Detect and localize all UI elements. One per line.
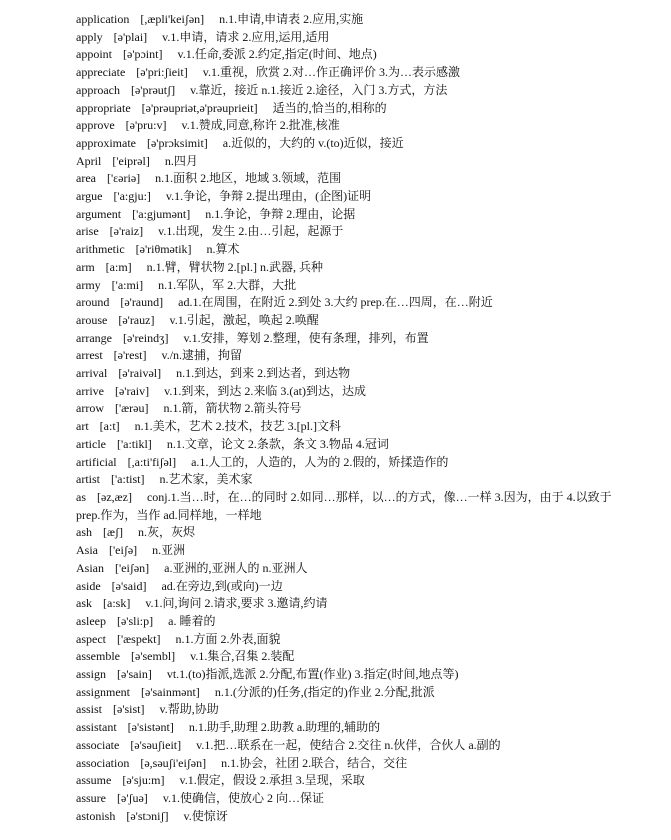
entry-phonetic: ['εəriə] <box>106 171 141 186</box>
entry-word: assume <box>76 773 112 788</box>
entry-definition: v./n.逮捕，拘留 <box>161 348 243 363</box>
entry-definition: v.1.到来，到达 2.来临 3.(at)到达，达成 <box>164 383 366 398</box>
vocab-entry <box>76 277 636 295</box>
entry-definition: a.近似的，大约的 v.(to)近似，接近 <box>222 135 404 150</box>
vocab-entry <box>76 100 636 118</box>
vocab-entry <box>76 46 636 64</box>
entry-phonetic: [ə'raiz] <box>109 224 144 239</box>
vocab-entry <box>76 648 636 666</box>
entry-definition: n.1.争论，争辩 2.理由，论据 <box>205 206 356 221</box>
entry-phonetic: [ə,səuʃi'eiʃən] <box>140 755 207 770</box>
entry-definition: n.1.美术，艺术 2.技术，技艺 3.[pl.]文科 <box>134 419 341 434</box>
vocab-entry <box>76 737 636 755</box>
entry-phonetic: [əz,æz] <box>97 489 132 504</box>
entry-word: arrest <box>76 348 103 363</box>
entry-phonetic: [ə'rauz] <box>118 312 155 327</box>
entry-word: astonish <box>76 808 116 823</box>
entry-definition: n.1.文章，论文 2.条款，条文 3.物品 4.冠词 <box>166 436 389 451</box>
entry-definition: v.1.使确信，使放心 2 向…保证 <box>162 790 325 805</box>
entry-definition: n.1.军队，军 2.大群，大批 <box>158 277 297 292</box>
entry-word: assignment <box>76 684 130 699</box>
vocab-entry <box>76 223 636 241</box>
entry-phonetic: [ə'sli:p] <box>116 613 154 628</box>
vocab-entry <box>76 294 636 312</box>
vocab-entry <box>76 436 636 454</box>
vocab-entry <box>76 755 636 773</box>
entry-phonetic: [ə'pri:ʃieit] <box>136 65 188 80</box>
entry-word: arrive <box>76 383 104 398</box>
entry-phonetic: [ə'stɔniʃ] <box>126 808 169 823</box>
entry-word: appoint <box>76 47 112 62</box>
vocab-entry <box>76 808 636 826</box>
entry-phonetic: [ə'sainmənt] <box>141 684 200 699</box>
entry-definition: v.1.重视，欣赏 2.对…作正确评价 3.为…表示感激 <box>202 65 460 80</box>
entry-word: area <box>76 171 96 186</box>
entry-word: April <box>76 153 102 168</box>
entry-word: as <box>76 489 86 504</box>
vocab-entry <box>76 82 636 100</box>
entry-phonetic: ['eiprəl] <box>112 153 150 168</box>
entry-word: associate <box>76 737 120 752</box>
vocab-entry <box>76 153 636 171</box>
entry-definition: v.使惊讶 <box>183 808 228 823</box>
entry-phonetic: [ə'sju:m] <box>122 773 165 788</box>
entry-phonetic: [ə'sembl] <box>131 649 176 664</box>
vocab-entry <box>76 117 636 135</box>
entry-definition: conj.1.当…时，在…的同时 2.如同…那样，以…的方式，像…一样 3.因为，由于 4.以致于 prep.作为，当作 ad.同样地，一样地 <box>76 489 612 522</box>
vocab-entry <box>76 11 636 29</box>
entry-definition: v.1.任命,委派 2.约定,指定(时间、地点) <box>177 47 377 62</box>
entry-phonetic: ['æspekt] <box>116 631 161 646</box>
entry-phonetic: [ə'said] <box>111 578 147 593</box>
entry-phonetic: [ə'ʃuə] <box>117 790 148 805</box>
vocabulary-list <box>76 11 636 825</box>
vocab-entry <box>76 400 636 418</box>
entry-phonetic: ['a:gju:] <box>113 189 151 204</box>
entry-phonetic: [ə'sain] <box>117 667 152 682</box>
entry-word: application <box>76 12 130 26</box>
entry-phonetic: [,a:ti'fiʃəl] <box>127 454 177 469</box>
entry-phonetic: [,æpli'keiʃən] <box>140 12 205 26</box>
entry-word: apply <box>76 29 103 44</box>
vocab-entry <box>76 613 636 631</box>
entry-word: ask <box>76 596 92 611</box>
entry-word: art <box>76 419 89 434</box>
entry-word: Asia <box>76 543 98 558</box>
vocab-entry <box>76 701 636 719</box>
entry-definition: n.艺术家，美术家 <box>159 472 253 487</box>
vocab-entry <box>76 684 636 702</box>
entry-phonetic: [a:sk] <box>103 596 131 611</box>
entry-definition: n.1.面积 2.地区，地域 3.领域，范围 <box>155 171 342 186</box>
vocab-entry <box>76 312 636 330</box>
entry-word: arithmetic <box>76 242 125 257</box>
vocab-entry <box>76 206 636 224</box>
entry-word: appropriate <box>76 100 131 115</box>
entry-word: arm <box>76 259 95 274</box>
entry-definition: vt.1.(to)指派,选派 2.分配,布置(作业) 3.指定(时间,地点等) <box>166 667 459 682</box>
vocab-entry <box>76 790 636 808</box>
entry-definition: v.1.假定，假设 2.承担 3.呈现，采取 <box>179 773 365 788</box>
vocab-entry <box>76 241 636 259</box>
entry-word: argue <box>76 189 103 204</box>
entry-phonetic: ['a:mi] <box>111 277 144 292</box>
entry-definition: v.1.安排，筹划 2.整理，使有条理，排列，布置 <box>183 330 429 345</box>
entry-word: arrival <box>76 366 108 381</box>
entry-definition: a.亚洲的,亚洲人的 n.亚洲人 <box>164 560 308 575</box>
entry-word: association <box>76 755 130 770</box>
entry-word: assist <box>76 702 103 717</box>
entry-word: assure <box>76 790 106 805</box>
entry-word: approximate <box>76 135 136 150</box>
entry-definition: v.靠近，接近 n.1.接近 2.途径，入门 3.方式，方法 <box>190 82 448 97</box>
vocab-entry <box>76 471 636 489</box>
entry-definition: ad.在旁边,到(或向)一边 <box>161 578 283 593</box>
vocab-entry <box>76 524 636 542</box>
entry-word: arise <box>76 224 99 239</box>
entry-definition: v.1.引起，激起，唤起 2.唤醒 <box>169 312 319 327</box>
entry-phonetic: [ə'raiv] <box>114 383 150 398</box>
entry-word: Asian <box>76 560 104 575</box>
entry-definition: n.四月 <box>164 153 198 168</box>
vocab-entry <box>76 489 636 524</box>
entry-definition: v.1.出现，发生 2.由…引起，起源于 <box>158 224 344 239</box>
entry-phonetic: ['a:tikl] <box>116 436 152 451</box>
entry-phonetic: ['eiʃən] <box>115 560 150 575</box>
entry-word: assign <box>76 667 106 682</box>
entry-definition: n.算术 <box>206 242 240 257</box>
vocab-entry <box>76 347 636 365</box>
entry-definition: v.帮助,协助 <box>159 702 219 717</box>
entry-word: appreciate <box>76 65 126 80</box>
entry-word: assistant <box>76 720 117 735</box>
entry-word: asleep <box>76 613 106 628</box>
vocab-entry <box>76 135 636 153</box>
entry-word: around <box>76 295 110 310</box>
entry-word: assemble <box>76 649 120 664</box>
entry-phonetic: [ə'prɔksimit] <box>146 135 208 150</box>
entry-definition: n.1.臂，臂状物 2.[pl.] n.武器, 兵种 <box>146 259 323 274</box>
entry-definition: n.1.助手,助理 2.助教 a.助理的,辅助的 <box>188 720 381 735</box>
entry-word: aside <box>76 578 101 593</box>
vocab-entry <box>76 631 636 649</box>
entry-definition: v.1.把…联系在一起，使结合 2.交往 n.伙伴，合伙人 a.副的 <box>196 737 501 752</box>
vocab-entry <box>76 64 636 82</box>
vocab-entry <box>76 595 636 613</box>
entry-definition: n.亚洲 <box>152 543 186 558</box>
vocab-entry <box>76 454 636 472</box>
entry-phonetic: [ə'səuʃieit] <box>130 737 182 752</box>
entry-definition: n.灰，灰烬 <box>138 525 196 540</box>
vocab-entry <box>76 542 636 560</box>
entry-phonetic: [ə'raivəl] <box>118 366 162 381</box>
vocab-entry <box>76 666 636 684</box>
entry-definition: v.1.争论，争辩 2.提出理由，(企图)证明 <box>165 189 372 204</box>
entry-phonetic: ['eiʃə] <box>109 543 138 558</box>
entry-word: aspect <box>76 631 106 646</box>
entry-phonetic: [ə'prəupriət,ə'prəuprieit] <box>141 100 258 115</box>
entry-definition: n.1.申请,申请表 2.应用,实施 <box>219 12 364 26</box>
vocab-entry <box>76 383 636 401</box>
entry-definition: 适当的,恰当的,相称的 <box>272 100 387 115</box>
vocab-entry <box>76 365 636 383</box>
vocab-entry <box>76 29 636 47</box>
entry-word: arrow <box>76 401 104 416</box>
entry-word: artificial <box>76 454 117 469</box>
entry-definition: v.1.集合,召集 2.装配 <box>190 649 295 664</box>
entry-phonetic: ['ærəu] <box>114 401 149 416</box>
entry-phonetic: [a:m] <box>105 259 132 274</box>
entry-word: artist <box>76 472 100 487</box>
entry-definition: ad.1.在周围，在附近 2.到处 3.大约 prep.在…四周，在…附近 <box>178 295 493 310</box>
entry-word: arouse <box>76 312 108 327</box>
entry-definition: v.1.问,询问 2.请求,要求 3.邀请,约请 <box>145 596 328 611</box>
entry-word: approve <box>76 118 115 133</box>
entry-word: article <box>76 436 106 451</box>
entry-word: arrange <box>76 330 112 345</box>
entry-definition: n.1.箭，箭状物 2.箭头符号 <box>163 401 302 416</box>
entry-phonetic: [ə'rest] <box>113 348 147 363</box>
entry-phonetic: [ə'riθmətik] <box>135 242 192 257</box>
entry-phonetic: [ə'raund] <box>120 295 164 310</box>
entry-phonetic: ['a:tist] <box>111 472 145 487</box>
vocab-entry <box>76 170 636 188</box>
vocab-entry <box>76 719 636 737</box>
vocab-entry <box>76 772 636 790</box>
entry-phonetic: ['a:gjumənt] <box>132 206 191 221</box>
entry-definition: a. 睡着的 <box>168 613 216 628</box>
vocab-entry <box>76 330 636 348</box>
entry-phonetic: [ə'sist] <box>113 702 145 717</box>
vocab-entry <box>76 188 636 206</box>
entry-phonetic: [ə'sistənt] <box>127 720 174 735</box>
entry-word: argument <box>76 206 122 221</box>
entry-definition: n.1.(分派的)任务,(指定的)作业 2.分配,批派 <box>214 684 435 699</box>
vocab-entry <box>76 418 636 436</box>
entry-word: ash <box>76 525 92 540</box>
entry-definition: v.1.申请，请求 2.应用,运用,适用 <box>162 29 330 44</box>
vocab-entry <box>76 560 636 578</box>
entry-phonetic: [ə'prəutʃ] <box>130 82 176 97</box>
entry-definition: n.1.到达，到来 2.到达者，到达物 <box>176 366 351 381</box>
entry-definition: n.1.方面 2.外表,面貌 <box>175 631 281 646</box>
entry-word: army <box>76 277 101 292</box>
vocab-entry <box>76 259 636 277</box>
entry-phonetic: [a:t] <box>99 419 120 434</box>
entry-definition: v.1.赞成,同意,称许 2.批准,核准 <box>181 118 340 133</box>
entry-phonetic: [æʃ] <box>103 525 123 540</box>
entry-phonetic: [ə'pru:v] <box>125 118 167 133</box>
entry-definition: a.1.人工的，人造的，人为的 2.假的，矫揉造作的 <box>191 454 449 469</box>
vocab-entry <box>76 578 636 596</box>
entry-word: approach <box>76 82 120 97</box>
entry-phonetic: [ə'pɔint] <box>123 47 163 62</box>
entry-definition: n.1.协会，社团 2.联合，结合，交往 <box>221 755 408 770</box>
entry-phonetic: [ə'plai] <box>113 29 148 44</box>
entry-phonetic: [ə'reindʒ] <box>122 330 169 345</box>
